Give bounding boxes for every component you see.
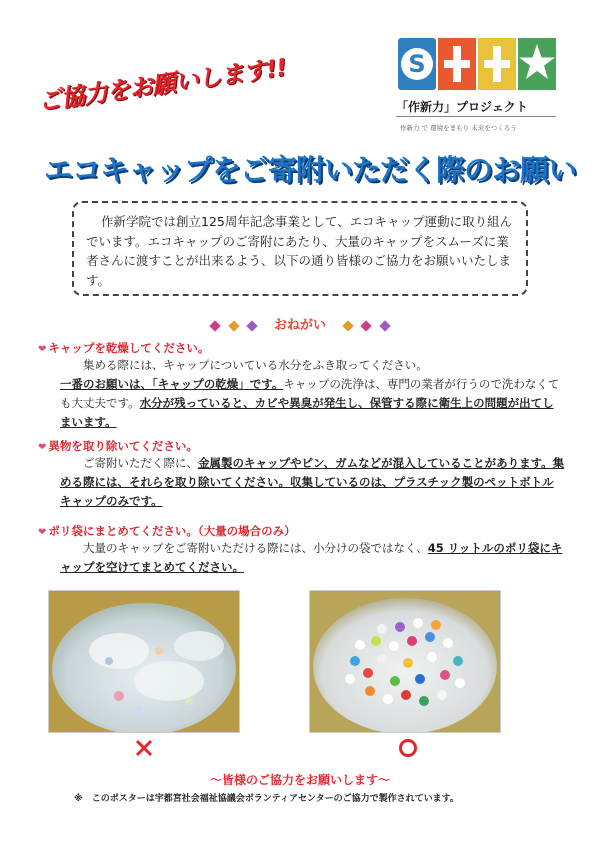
intro-text: 作新学院では創立125周年記念事業として、エコキャップ運動に取り組んでいます。エコキャップのご寄附にあたり、大量のキャップをスムーズに業者さんに渡すことが出来るよう、以下の通り皆様のご協力をお願いいたします。 xyxy=(86,214,513,288)
logo-graphic xyxy=(398,38,556,92)
diamond-icon xyxy=(228,320,239,331)
heart-icon: ❤ xyxy=(38,442,47,453)
request-heading: ご協力をお願いします!! xyxy=(36,53,288,116)
section-heading: ❤ 異物を取り除いてください。 xyxy=(38,439,198,453)
logo-divider xyxy=(396,116,556,117)
project-logo xyxy=(398,38,556,92)
heart-icon: ❤ xyxy=(38,527,47,538)
section-heading: ❤ ポリ袋にまとめてください。（大量の場合のみ） xyxy=(38,524,296,538)
section-body xyxy=(38,539,565,577)
section-heading: ❤ キャップを乾燥してください。 xyxy=(38,341,210,355)
onegai-heading xyxy=(0,314,600,333)
heart-icon: ❤ xyxy=(38,344,47,355)
section-line: ご寄附いただく際に、金属製のキャップやピン、ガムなどが混入していることがあります。集める際には、それらを取り除いてください。収集しているのは、プラスチック製のペットボトルキャップのみです。 xyxy=(60,456,565,508)
section-line: 一番のお願いは、「キャップの乾燥」です。キャップの洗浄は、専門の業者が行うので洗わなくても大丈夫です。水分が残っていると、カビや異臭が発生し、保管する際に衛生上の問題が出てしまいます。 xyxy=(60,377,560,429)
section-body xyxy=(38,356,565,432)
footnote: ※ このポスターは宇都宮社会福祉協議会ボランティアセンターのご協力で製作されています。 xyxy=(74,794,459,804)
diamond-icon xyxy=(379,320,390,331)
logo-slogan: 作新力 で 環境をまもり 未来をつくろう xyxy=(400,124,517,132)
section-dry xyxy=(38,340,578,432)
photo-bad-example xyxy=(48,590,240,733)
section-bag xyxy=(38,523,578,577)
section-body xyxy=(38,454,565,511)
intro-box xyxy=(72,201,528,296)
diamond-icon xyxy=(210,320,221,331)
diamond-icon xyxy=(360,320,371,331)
cross-icon xyxy=(134,738,154,758)
diamond-icon xyxy=(247,320,258,331)
section-line: 大量のキャップをご寄附いただける際には、小分けの袋ではなく、45 リットルのポリ袋にキャップを空けてまとめてください。 xyxy=(60,541,563,574)
photo-good-example xyxy=(309,590,501,733)
svg-text:S: S xyxy=(408,50,426,78)
logo-label: 「作新力」プロジェクト xyxy=(396,100,528,114)
bottom-slogan: ～皆様のご協力をお願いします～ xyxy=(209,773,390,787)
section-foreign xyxy=(38,438,578,511)
diamond-icon xyxy=(342,320,353,331)
main-title: エコキャップをご寄附いただく際のお願い xyxy=(43,153,576,187)
circle-icon xyxy=(399,739,417,757)
onegai-label: おねがい xyxy=(273,318,326,333)
section-line: 集める際には、キャップについている水分をふき取ってください。 xyxy=(83,358,428,372)
